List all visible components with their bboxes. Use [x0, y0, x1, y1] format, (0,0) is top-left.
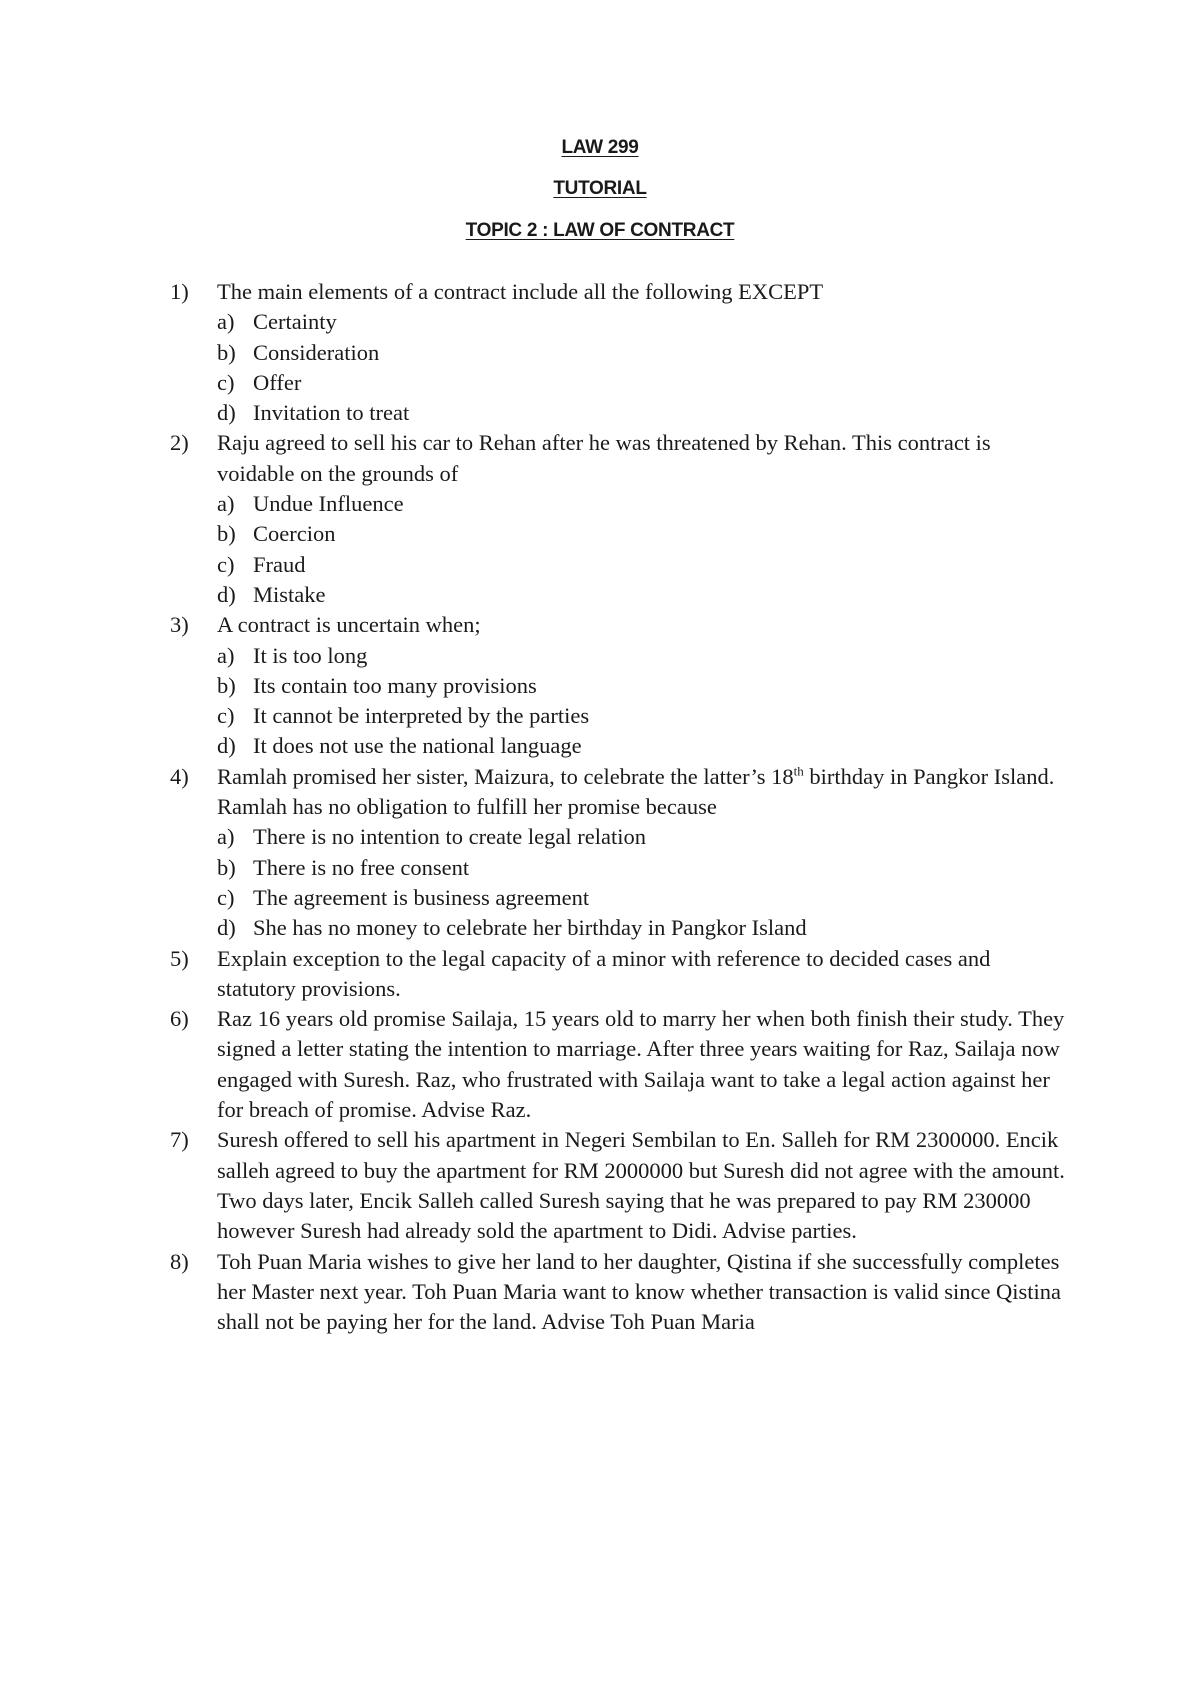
question-7	[0, 1125, 1072, 1246]
option	[217, 580, 1072, 610]
option	[217, 368, 1072, 398]
option-label: b)	[217, 521, 236, 547]
option	[217, 822, 1072, 852]
question-text: The main elements of a contract include all the following EXCEPT	[217, 279, 824, 304]
question-text: Toh Puan Maria wishes to give her land to her daughter, Qistina if she successfully completes her Master next year. Toh Puan Maria want to know whether transaction is valid since Qistina shall not be paying her for the land. Advise Toh Puan Maria	[217, 1248, 1062, 1335]
option-text: It is too long	[253, 642, 368, 668]
option-label: d)	[217, 733, 236, 759]
option	[217, 641, 1072, 671]
option	[217, 519, 1072, 549]
ordinal-suffix: th	[793, 763, 804, 779]
question-text	[217, 762, 1072, 823]
option-label: d)	[217, 915, 236, 941]
question-list	[0, 277, 1200, 1337]
question-number: 5)	[170, 945, 189, 971]
option-text: Invitation to treat	[253, 400, 410, 426]
option	[217, 701, 1072, 731]
option	[217, 913, 1072, 943]
tutorial-heading: TUTORIAL	[553, 178, 647, 199]
question-number: 3)	[170, 612, 189, 638]
question-number: 6)	[170, 1006, 189, 1032]
question-text: Explain exception to the legal capacity of a minor with reference to decided cases and statutory provisions.	[217, 945, 991, 1001]
option-label: c)	[217, 703, 235, 729]
option-text: There is no intention to create legal relation	[253, 824, 646, 850]
option-label: c)	[217, 884, 235, 910]
option-text: Mistake	[253, 581, 326, 607]
option-text: The agreement is business agreement	[253, 884, 590, 910]
question-text-end: birthday in Pangkor Island. Ramlah has no obligation to fulfill her promise because	[217, 763, 1055, 820]
option-label: a)	[217, 642, 235, 668]
question-6	[0, 1004, 1072, 1125]
option-label: a)	[217, 824, 235, 850]
option	[217, 671, 1072, 701]
option-label: c)	[217, 369, 235, 395]
option-text: Certainty	[253, 309, 337, 335]
question-number: 7)	[170, 1127, 189, 1153]
option-label: a)	[217, 491, 235, 517]
question-4	[0, 762, 1072, 944]
question-number: 4)	[170, 763, 189, 789]
option-text: She has no money to celebrate her birthday in Pangkor Island	[253, 915, 807, 941]
question-number: 2)	[170, 430, 189, 456]
option-text: It cannot be interpreted by the parties	[253, 703, 590, 729]
option-label: d)	[217, 400, 236, 426]
question-number: 1)	[170, 279, 189, 304]
option	[217, 731, 1072, 761]
question-text: Suresh offered to sell his apartment in Negeri Sembilan to En. Salleh for RM 2300000. Encik salleh agreed to buy the apartment for RM 2000000 but Suresh did not agree with the amount. Two days later, Encik Salleh called Suresh saying that he was prepared to pay RM 230000 however Suresh had already sold the apartment to Didi. Advise parties.	[217, 1127, 1065, 1244]
question-1	[0, 277, 1072, 428]
option	[217, 550, 1072, 580]
option	[217, 489, 1072, 519]
course-code-heading: LAW 299	[561, 137, 639, 158]
question-3	[0, 610, 1072, 761]
option	[217, 307, 1072, 337]
question-8	[0, 1247, 1072, 1338]
option-text: Offer	[253, 369, 302, 395]
question-2	[0, 428, 1072, 610]
option	[217, 853, 1072, 883]
option-text: Consideration	[253, 339, 380, 365]
option-text: Coercion	[253, 521, 336, 547]
option-text: It does not use the national language	[253, 733, 582, 759]
question-number: 8)	[170, 1248, 189, 1274]
option-label: a)	[217, 309, 235, 335]
option-label: b)	[217, 672, 236, 698]
option-text: Fraud	[253, 551, 306, 577]
option-text: Undue Influence	[253, 491, 404, 517]
question-5	[0, 944, 1072, 1005]
option-text: There is no free consent	[253, 854, 470, 880]
question-text: A contract is uncertain when;	[217, 612, 481, 638]
question-text: Raz 16 years old promise Sailaja, 15 years old to marry her when both finish their study. They signed a letter stating the intention to marriage. After three years waiting for Raz, Sailaja now engaged with Suresh. Raz, who frustrated with Sailaja want to take a legal action against her for breach of promise. Advise Raz.	[217, 1006, 1065, 1123]
option-text: Its contain too many provisions	[253, 672, 537, 698]
question-text: Raju agreed to sell his car to Rehan after he was threatened by Rehan. This contract is voidable on the grounds of	[217, 430, 991, 486]
option-label: b)	[217, 339, 236, 365]
option	[217, 338, 1072, 368]
topic-heading: TOPIC 2 : LAW OF CONTRACT	[465, 220, 735, 241]
option-label: b)	[217, 854, 236, 880]
question-text-start: Ramlah promised her sister, Maizura, to celebrate the latter’s 18	[217, 763, 794, 789]
option	[217, 883, 1072, 913]
option-label: c)	[217, 551, 235, 577]
option-label: d)	[217, 581, 236, 607]
option	[217, 398, 1072, 428]
